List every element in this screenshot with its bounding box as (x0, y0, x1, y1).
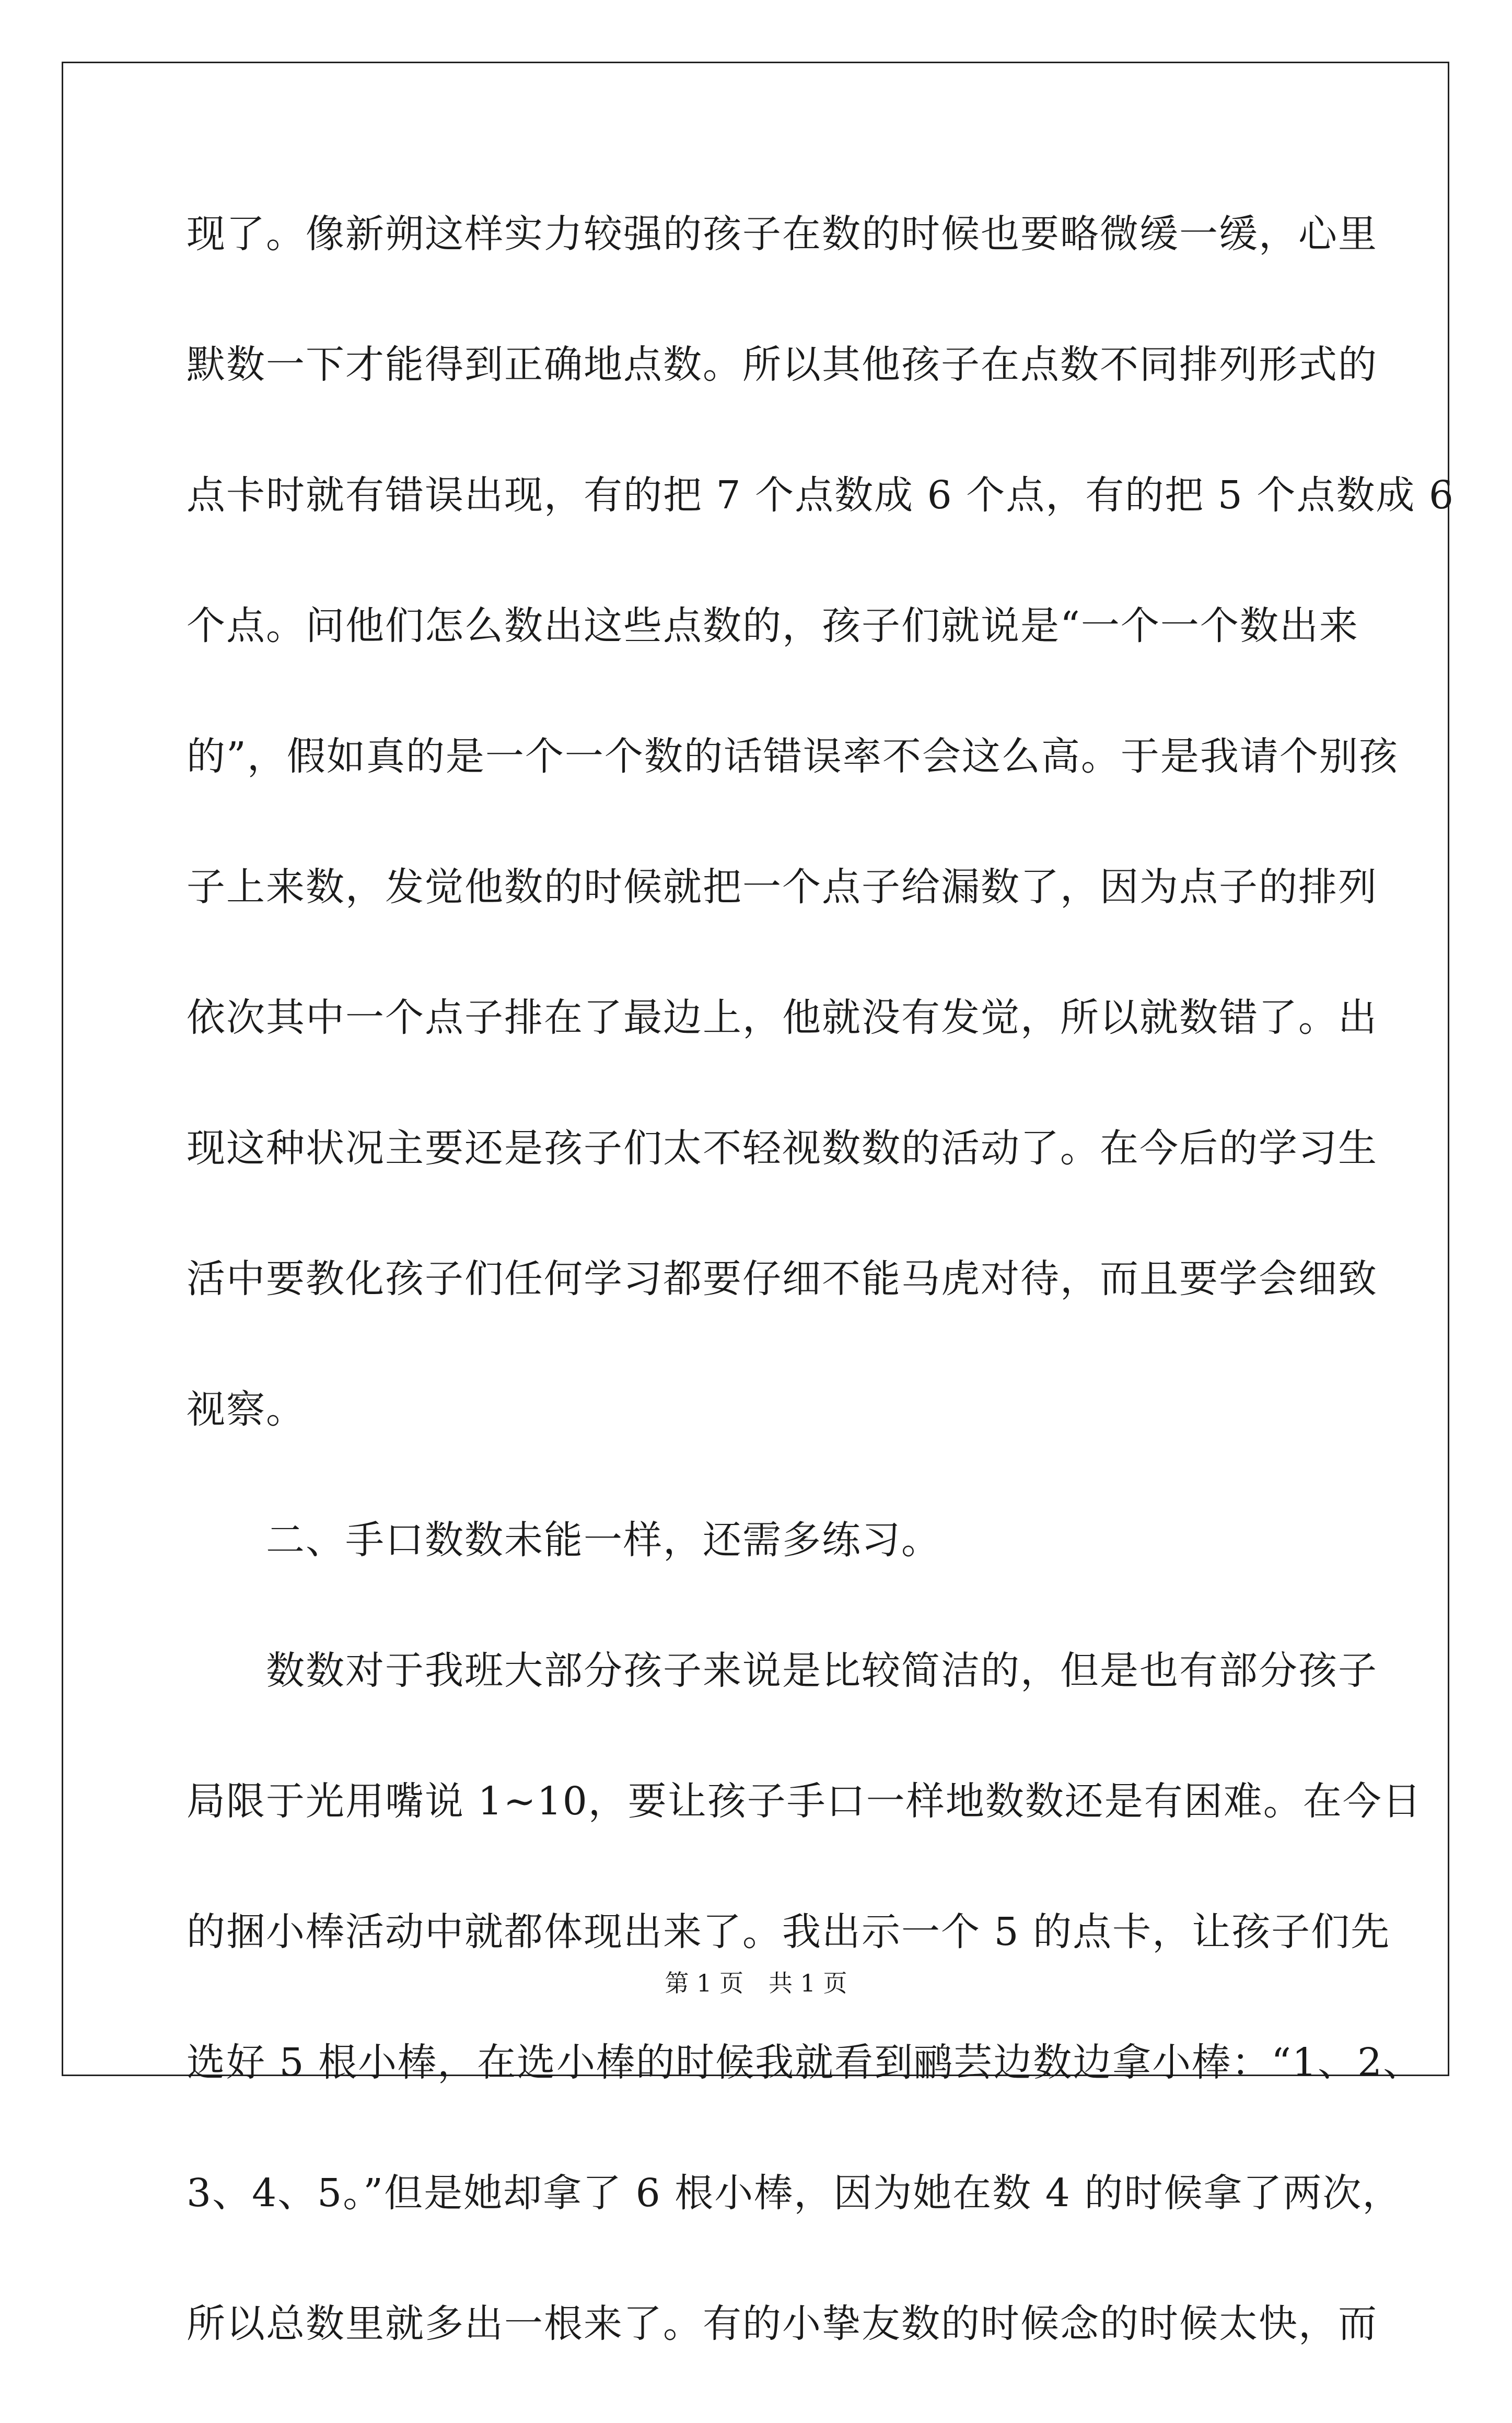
text-line: 点卡时就有错误出现，有的把 7 个点数成 6 个点，有的把 5 个点数成 6 (187, 473, 1455, 518)
section-heading: 二、手口数数未能一样，还需多练习。 (187, 1518, 941, 1563)
text-line: 现这种状况主要还是孩子们太不轻视数数的活动了。在今后的学习生 (187, 1126, 1378, 1171)
text-line: 局限于光用嘴说 1~10，要让孩子手口一样地数数还是有困难。在今日 (187, 1779, 1422, 1824)
page-footer (0, 1964, 1512, 1999)
text-line: 选好 5 根小棒，在选小棒的时候我就看到鹂芸边数边拿小棒：“1、2、 (187, 2040, 1423, 2085)
text-line: 个点。问他们怎么数出这些点数的，孩子们就说是“一个一个数出来 (187, 603, 1359, 648)
text-line: 所以总数里就多出一根来了。有的小挚友数的时候念的时候太快，而 (187, 2301, 1378, 2346)
text-line: 默数一下才能得到正确地点数。所以其他孩子在点数不同排列形式的 (187, 342, 1378, 387)
text-line: 子上来数，发觉他数的时候就把一个点子给漏数了，因为点子的排列 (187, 865, 1378, 910)
text-line: 的捆小棒活动中就都体现出来了。我出示一个 5 的点卡，让孩子们先 (187, 1909, 1391, 1954)
text-line: 视察。 (187, 1387, 306, 1432)
page-total: 共 1 页 (769, 1969, 847, 1997)
text-line: 依次其中一个点子排在了最边上，他就没有发觉，所以就数错了。出 (187, 995, 1378, 1040)
text-line: 活中要教化孩子们任何学习都要仔细不能马虎对待，而且要学会细致 (187, 1256, 1378, 1301)
text-line: 数数对于我班大部分孩子来说是比较简洁的，但是也有部分孩子 (187, 1648, 1378, 1693)
page-number: 第 1 页 (665, 1969, 743, 1997)
document-body (187, 203, 1455, 2423)
text-line: 的”，假如真的是一个一个数的话错误率不会这么高。于是我请个别孩 (187, 734, 1399, 779)
text-line: 现了。像新朔这样实力较强的孩子在数的时候也要略微缓一缓，心里 (187, 212, 1378, 257)
text-line: 3、4、5。”但是她却拿了 6 根小棒，因为她在数 4 的时候拿了两次， (187, 2171, 1402, 2216)
